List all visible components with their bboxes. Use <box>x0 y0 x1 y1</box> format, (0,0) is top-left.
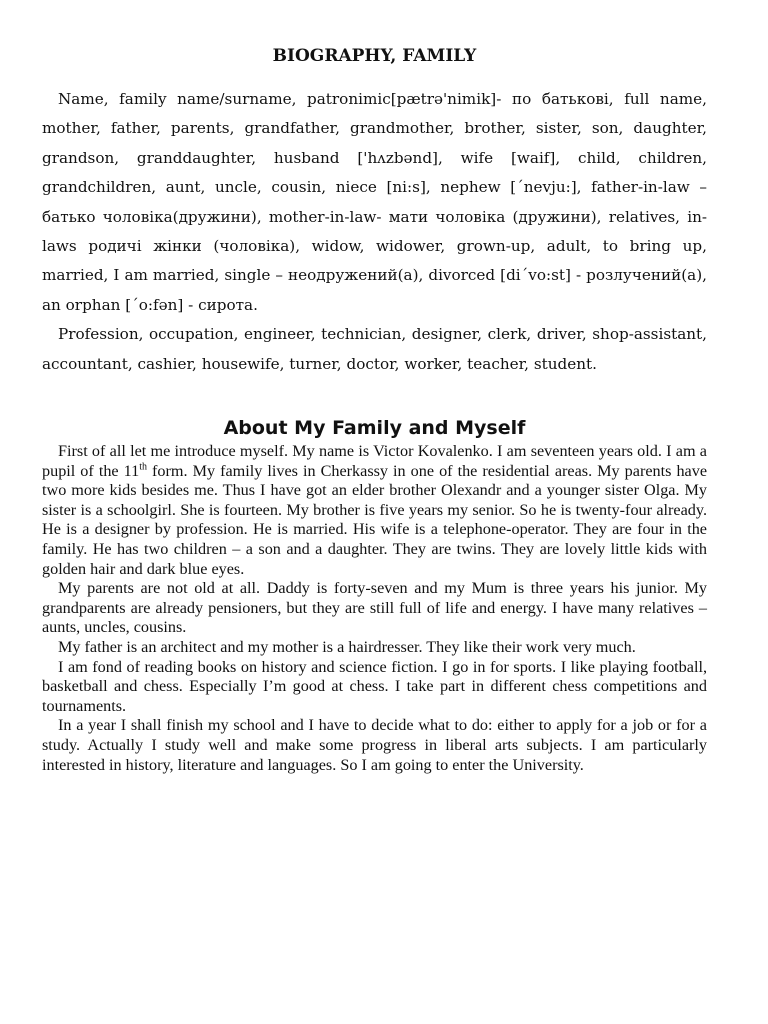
story-paragraph-future: In a year I shall finish my school and I have to decide what to do: either to apply for a job or for a study. Actually I study well and make some progress in liberal arts subjects. I am particularly interested in history, literature and languages. So I am going to enter the University. <box>42 716 707 774</box>
story-title: About My Family and Myself <box>223 417 526 440</box>
story-text <box>42 442 707 775</box>
vocabulary-family-paragraph: Name, family name/surname, patronimic[pætrə'nimik]- по батькові, full name, mother, father, parents, grandfather, grandmother, brother, sister, son, daughter, grandson, granddaughter, husband ['hʌzbənd], wife [waif], child, children, grandchildren, aunt, uncle, cousin, niece [ni:s], nephew [΄nevju:], father-in-law – батько чоловіка(дружини), mother-in-law- мати чоловіка (дружини), relatives, in-laws родичі жінки (чоловіка), widow, widower, grown-up, adult, to bring up, married, I am married, single – неодружений(а), divorced [di΄vo:st] - розлучений(а), an orphan [΄o:fən] - сирота. <box>42 90 707 314</box>
vocabulary-section <box>42 85 707 379</box>
page-title: BIOGRAPHY, FAMILY <box>272 46 477 66</box>
vocabulary-profession-paragraph: Profession, occupation, engineer, technician, designer, clerk, driver, shop-assistant, accountant, cashier, housewife, turner, doctor, worker, teacher, student. <box>42 325 707 373</box>
intro-text-start: First of all let me introduce myself. My name is Victor Kovalenko. I am seventeen years old. I am a pupil of the 11 <box>42 442 707 480</box>
intro-text-end: form. My family lives in Cherkassy in one of the residential areas. My parents have two more kids besides me. Thus I have got an elder brother Olexandr and a younger sister Olga. My sister is a schoolgirl. She is fourteen. My brother is five years my senior. So he is twenty-four already. He is a designer by profession. He is married. His wife is a telephone-operator. They are four in the family. He has two children – a son and a daughter. They are twins. They are lovely little kids with golden hair and dark blue eyes. <box>42 461 707 578</box>
ordinal-suffix: th <box>139 461 147 473</box>
story-paragraph-intro <box>42 442 707 579</box>
story-paragraph-parents: My parents are not old at all. Daddy is forty-seven and my Mum is three years his junior. My grandparents are already pensioners, but they are still full of life and energy. I have many relatives – aunts, uncles, cousins. <box>42 579 707 637</box>
story-paragraph-hobbies: I am fond of reading books on history and science fiction. I go in for sports. I like playing football, basketball and chess. Especially I’m good at chess. I take part in different chess competitions and tournaments. <box>42 657 707 715</box>
story-paragraph-occupations: My father is an architect and my mother is a hairdresser. They like their work very much. <box>58 638 636 656</box>
